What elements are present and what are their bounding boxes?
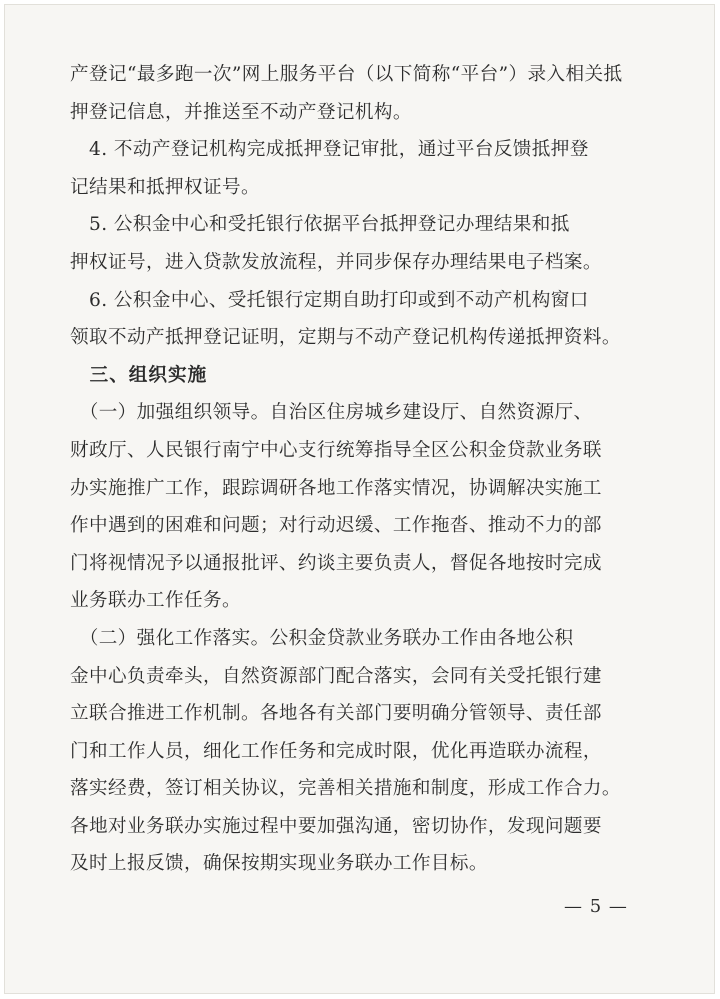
text-line: 押登记信息，并推送至不动产登记机构。 xyxy=(70,101,412,123)
text-line: 6. 公积金中心、受托银行定期自助打印或到不动产机构窗口 xyxy=(70,289,589,311)
text-line: 门将视情况予以通报批评、约谈主要负责人，督促各地按时完成 xyxy=(70,552,602,574)
text-line: 业务联办工作任务。 xyxy=(70,590,241,612)
text-line: 及时上报反馈，确保按期实现业务联办工作目标。 xyxy=(70,853,488,875)
document-page xyxy=(4,4,715,994)
text-line: 记结果和抵押权证号。 xyxy=(70,176,260,198)
text-line: 作中遇到的困难和问题；对行动迟缓、工作拖沓、推动不力的部 xyxy=(70,515,602,537)
text-line: 财政厅、人民银行南宁中心支行统筹指导全区公积金贷款业务联 xyxy=(70,439,602,461)
text-line: 落实经费，签订相关协议，完善相关措施和制度，形成工作合力。 xyxy=(70,778,621,800)
page-number: — 5 — xyxy=(564,896,628,917)
text-line: （二）强化工作落实。公积金贷款业务联办工作由各地公积 xyxy=(70,627,574,649)
text-line: 办实施推广工作，跟踪调研各地工作落实情况，协调解决实施工 xyxy=(70,477,602,499)
text-line: 领取不动产抵押登记证明，定期与不动产登记机构传递抵押资料。 xyxy=(70,327,621,349)
text-line: 门和工作人员，细化工作任务和完成时限，优化再造联办流程， xyxy=(70,740,602,762)
text-line: 5. 公积金中心和受托银行依据平台抵押登记办理结果和抵 xyxy=(70,214,570,236)
text-line: 各地对业务联办实施过程中要加强沟通，密切协作，发现问题要 xyxy=(70,815,602,837)
section-heading: 三、组织实施 xyxy=(70,364,208,386)
text-line: 产登记“最多跑一次”网上服务平台（以下简称“平台”）录入相关抵 xyxy=(70,64,623,85)
text-line: 立联合推进工作机制。各地各有关部门要明确分管领导、责任部 xyxy=(70,703,602,725)
text-line: 4. 不动产登记机构完成抵押登记审批，通过平台反馈抵押登 xyxy=(70,139,589,161)
text-line: （一）加强组织领导。自治区住房城乡建设厅、自然资源厅、 xyxy=(70,402,593,424)
text-line: 金中心负责牵头，自然资源部门配合落实，会同有关受托银行建 xyxy=(70,665,602,687)
text-line: 押权证号，进入贷款发放流程，并同步保存办理结果电子档案。 xyxy=(70,251,602,273)
body-text xyxy=(70,56,660,883)
